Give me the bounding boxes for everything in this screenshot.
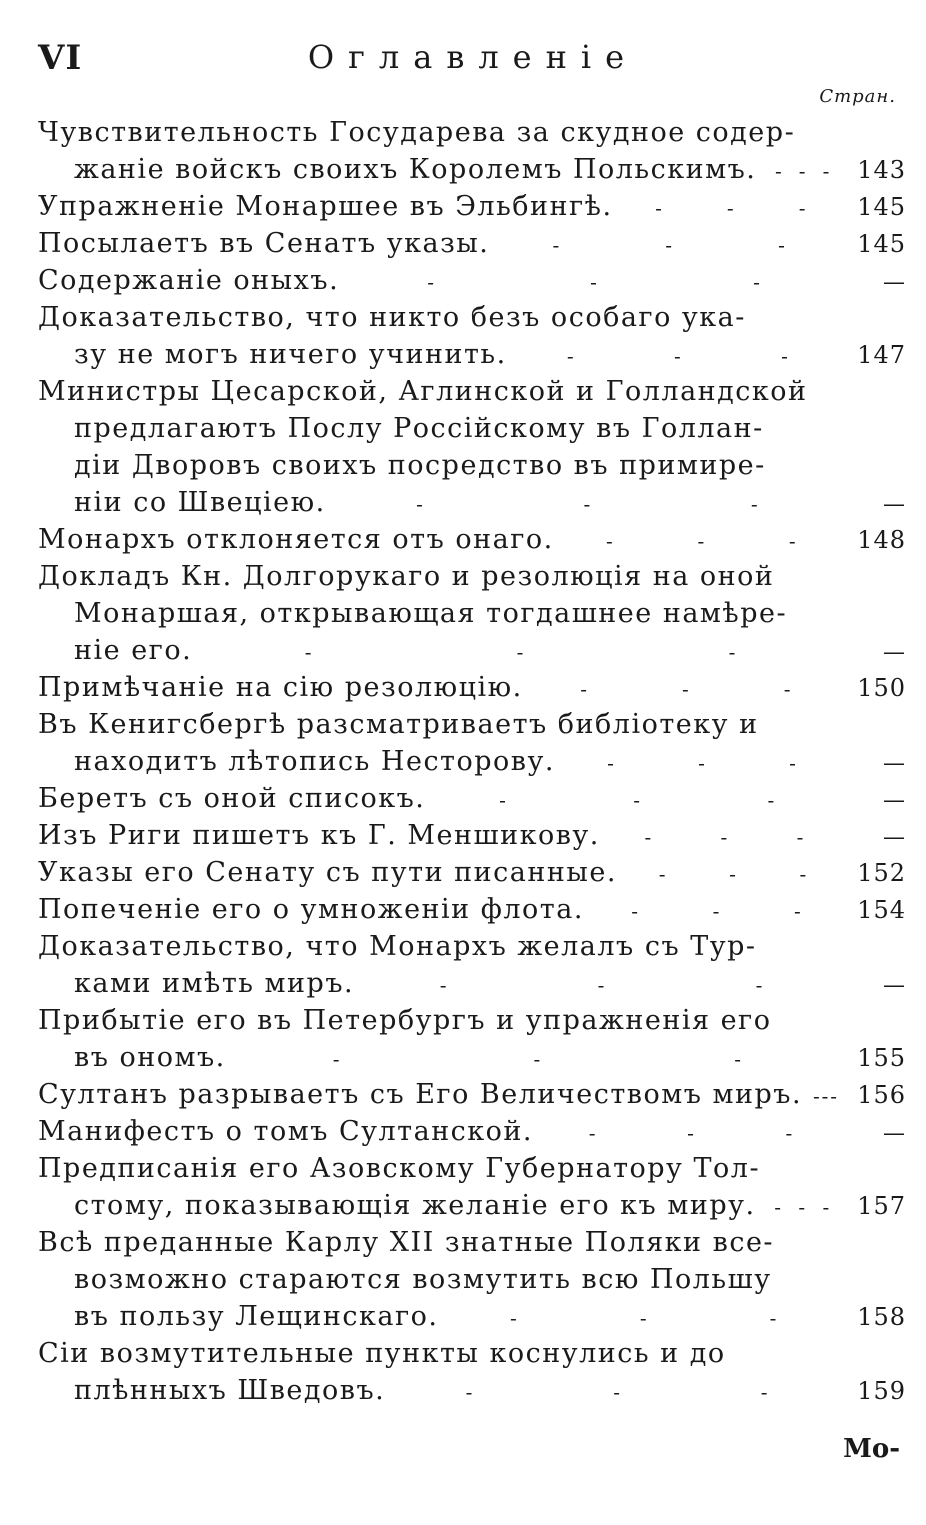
toc-page-number: — [883, 270, 906, 295]
toc-entry-text: стому, показывающія желаніе его къ миру. [74, 1190, 756, 1221]
toc-leader-dots: - - - [774, 159, 830, 183]
toc-entry-line [38, 1224, 906, 1261]
toc-entry-text: Министры Цесарской, Аглинской и Голландской [38, 376, 808, 407]
toc-entry [38, 669, 906, 706]
toc-leader-dots: - - - [655, 196, 806, 220]
toc-entry-line [38, 743, 906, 780]
toc-page-number: 148 [857, 526, 906, 554]
toc-entry [38, 854, 906, 891]
toc-entry-line [38, 965, 906, 1002]
toc-page-number: — [883, 788, 906, 813]
toc-entry-line [38, 1002, 906, 1039]
toc-entry-line [38, 225, 906, 262]
toc-entry-line [38, 706, 906, 743]
toc-entry-line [38, 1150, 906, 1187]
toc-entry-text: Указы его Сенату съ пути писанные. [38, 857, 617, 888]
toc-entry-line [38, 632, 906, 669]
toc-entry [38, 262, 906, 299]
toc-entry-line [38, 1335, 906, 1372]
toc-entry-line [38, 151, 906, 188]
toc-entry [38, 780, 906, 817]
toc-page-number: 147 [857, 341, 906, 369]
toc-page-number: — [883, 751, 906, 776]
toc-entry-line [38, 1372, 906, 1409]
page-number: VI [38, 38, 83, 78]
toc-entry [38, 1224, 906, 1335]
toc-entry-line [38, 262, 906, 299]
toc-leader-dots: - - - [499, 788, 775, 812]
toc-entry-line [38, 780, 906, 817]
toc-leader-dots: - - - [566, 344, 788, 368]
toc-page-number: 150 [857, 674, 906, 702]
toc-entry-text: Изъ Риги пишетъ къ Г. Меншикову. [38, 820, 600, 851]
page-column-header: Стран. [819, 86, 896, 107]
toc-entry-text: ніе его. [74, 635, 193, 666]
toc-entry-line [38, 1261, 906, 1298]
toc-entry-line [38, 1076, 906, 1113]
toc-leader-dots: - - - [465, 1380, 768, 1404]
toc-leader-dots: - - - [588, 1121, 793, 1145]
toc-entry-text: Всѣ преданные Карлу XII знатные Поляки все- [38, 1227, 775, 1258]
toc-entry-text: зу не могъ ничего учинить. [74, 339, 507, 370]
toc-leader-dots: - - - [607, 751, 796, 775]
toc-entry-line [38, 188, 906, 225]
toc-entry-text: Доказательство, что Монархъ желалъ съ Тур- [38, 931, 757, 962]
toc-page-number: — [883, 640, 906, 665]
toc-entry-line [38, 558, 906, 595]
toc-entry-line [38, 1039, 906, 1076]
toc-leader-dots: - - - [332, 1047, 741, 1071]
table-of-contents [38, 114, 906, 1409]
toc-entry [38, 114, 906, 188]
toc-entry-text: діи Дворовъ своихъ посредство въ примире- [74, 450, 766, 481]
toc-page-number: 159 [857, 1377, 906, 1405]
toc-entry-text: Предписанія его Азовскому Губернатору Тол- [38, 1153, 761, 1184]
toc-entry-line [38, 1187, 906, 1224]
toc-entry-line [38, 484, 906, 521]
toc-entry-line [38, 928, 906, 965]
toc-entry [38, 1335, 906, 1409]
toc-entry-text: Чувствительность Государева за скудное содер- [38, 117, 796, 148]
toc-page-number: 157 [857, 1192, 906, 1220]
toc-entry-text: Монархъ отклоняется отъ онаго. [38, 524, 554, 555]
toc-entry [38, 521, 906, 558]
toc-entry [38, 1113, 906, 1150]
toc-entry-line [38, 817, 906, 854]
toc-page-number: 143 [857, 156, 906, 184]
toc-leader-dots: - - - [509, 1306, 777, 1330]
toc-leader-dots: - - - [644, 825, 804, 849]
toc-entry [38, 558, 906, 669]
toc-entry-text: Беретъ съ оной списокъ. [38, 783, 426, 814]
toc-entry-line [38, 336, 906, 373]
toc-entry [38, 891, 906, 928]
toc-entry-line [38, 114, 906, 151]
toc-leader-dots: - - - [427, 270, 760, 294]
toc-entry-text: предлагаютъ Послу Россійскому въ Голлан- [74, 413, 764, 444]
toc-leader-dots: - - - [304, 640, 736, 664]
toc-entry-line [38, 854, 906, 891]
toc-entry-line [38, 410, 906, 447]
toc-leader-dots: - - - [552, 233, 785, 257]
toc-leader-dots: - - - [580, 677, 791, 701]
toc-entry-text: Попеченіе его о умноженіи флота. [38, 894, 584, 925]
toc-page-number: — [883, 492, 906, 517]
toc-entry-text: Султанъ разрываетъ съ Его Величествомъ миръ. [38, 1079, 803, 1110]
toc-leader-dots: - - - [606, 529, 796, 553]
toc-leader-dots: - - - [812, 1084, 838, 1108]
toc-entry [38, 225, 906, 262]
toc-entry-text: Монаршая, открывающая тогдашнее намѣре- [74, 598, 788, 629]
toc-entry-line [38, 447, 906, 484]
catchword: Мо- [843, 1434, 900, 1464]
toc-entry [38, 928, 906, 1002]
toc-entry-text: находитъ лѣтопись Несторову. [74, 746, 555, 777]
toc-entry [38, 188, 906, 225]
toc-entry-text: жаніе войскъ своихъ Королемъ Польскимъ. [74, 154, 757, 185]
toc-entry-text: ками имѣть миръ. [74, 968, 355, 999]
toc-leader-dots: - - - [631, 899, 801, 923]
toc-entry-text: Примѣчаніе на сію резолюцію. [38, 672, 523, 703]
toc-page-number: 145 [857, 230, 906, 258]
toc-page-number: — [883, 1121, 906, 1146]
toc-entry [38, 1076, 906, 1113]
toc-leader-dots: - - - [416, 492, 758, 516]
toc-page-number: 155 [857, 1044, 906, 1072]
toc-entry-text: ніи со Швеціею. [74, 487, 326, 518]
toc-page-number: 152 [857, 859, 906, 887]
toc-entry-text: въ ономъ. [74, 1042, 226, 1073]
toc-leader-dots: - - - [658, 862, 807, 886]
page-title: Оглавленіе [307, 38, 639, 76]
toc-entry [38, 706, 906, 780]
toc-entry-line [38, 373, 906, 410]
toc-page-number: — [883, 825, 906, 850]
toc-entry [38, 1002, 906, 1076]
toc-entry [38, 1150, 906, 1224]
toc-entry-text: Сіи возмутительные пункты коснулись и до [38, 1338, 726, 1369]
toc-entry-text: Докладъ Кн. Долгорукаго и резолюція на оной [38, 561, 775, 592]
toc-leader-dots: - - - [774, 1195, 830, 1219]
toc-entry-text: Посылаетъ въ Сенатъ указы. [38, 228, 490, 259]
toc-page-number: 154 [857, 896, 906, 924]
toc-entry-text: Содержаніе оныхъ. [38, 265, 340, 296]
toc-entry-text: плѣнныхъ Шведовъ. [74, 1375, 386, 1406]
toc-entry-text: Въ Кенигсбергѣ разсматриваетъ библіотеку и [38, 709, 759, 740]
toc-entry-text: Упражненіе Монаршее въ Эльбингѣ. [38, 191, 613, 222]
toc-entry-line [38, 1113, 906, 1150]
toc-entry-line [38, 891, 906, 928]
toc-entry-text: Доказательство, что никто безъ особаго ука- [38, 302, 746, 333]
toc-entry-text: Прибытіе его въ Петербургъ и упражненія его [38, 1005, 772, 1036]
toc-page-number: 145 [857, 193, 906, 221]
toc-entry [38, 373, 906, 521]
toc-leader-dots: - - - [439, 973, 763, 997]
toc-entry-line [38, 299, 906, 336]
toc-entry-text: въ пользу Лещинскаго. [74, 1301, 439, 1332]
toc-page-number: — [883, 973, 906, 998]
toc-entry-text: возможно стараются возмутить всю Польшу [74, 1264, 772, 1295]
toc-entry [38, 299, 906, 373]
toc-entry-line [38, 669, 906, 706]
toc-entry-line [38, 595, 906, 632]
toc-page-number: 156 [857, 1081, 906, 1109]
toc-entry-line [38, 1298, 906, 1335]
toc-page-number: 158 [857, 1303, 906, 1331]
toc-entry-line [38, 521, 906, 558]
toc-entry-text: Манифестъ о томъ Султанской. [38, 1116, 534, 1147]
toc-entry [38, 817, 906, 854]
